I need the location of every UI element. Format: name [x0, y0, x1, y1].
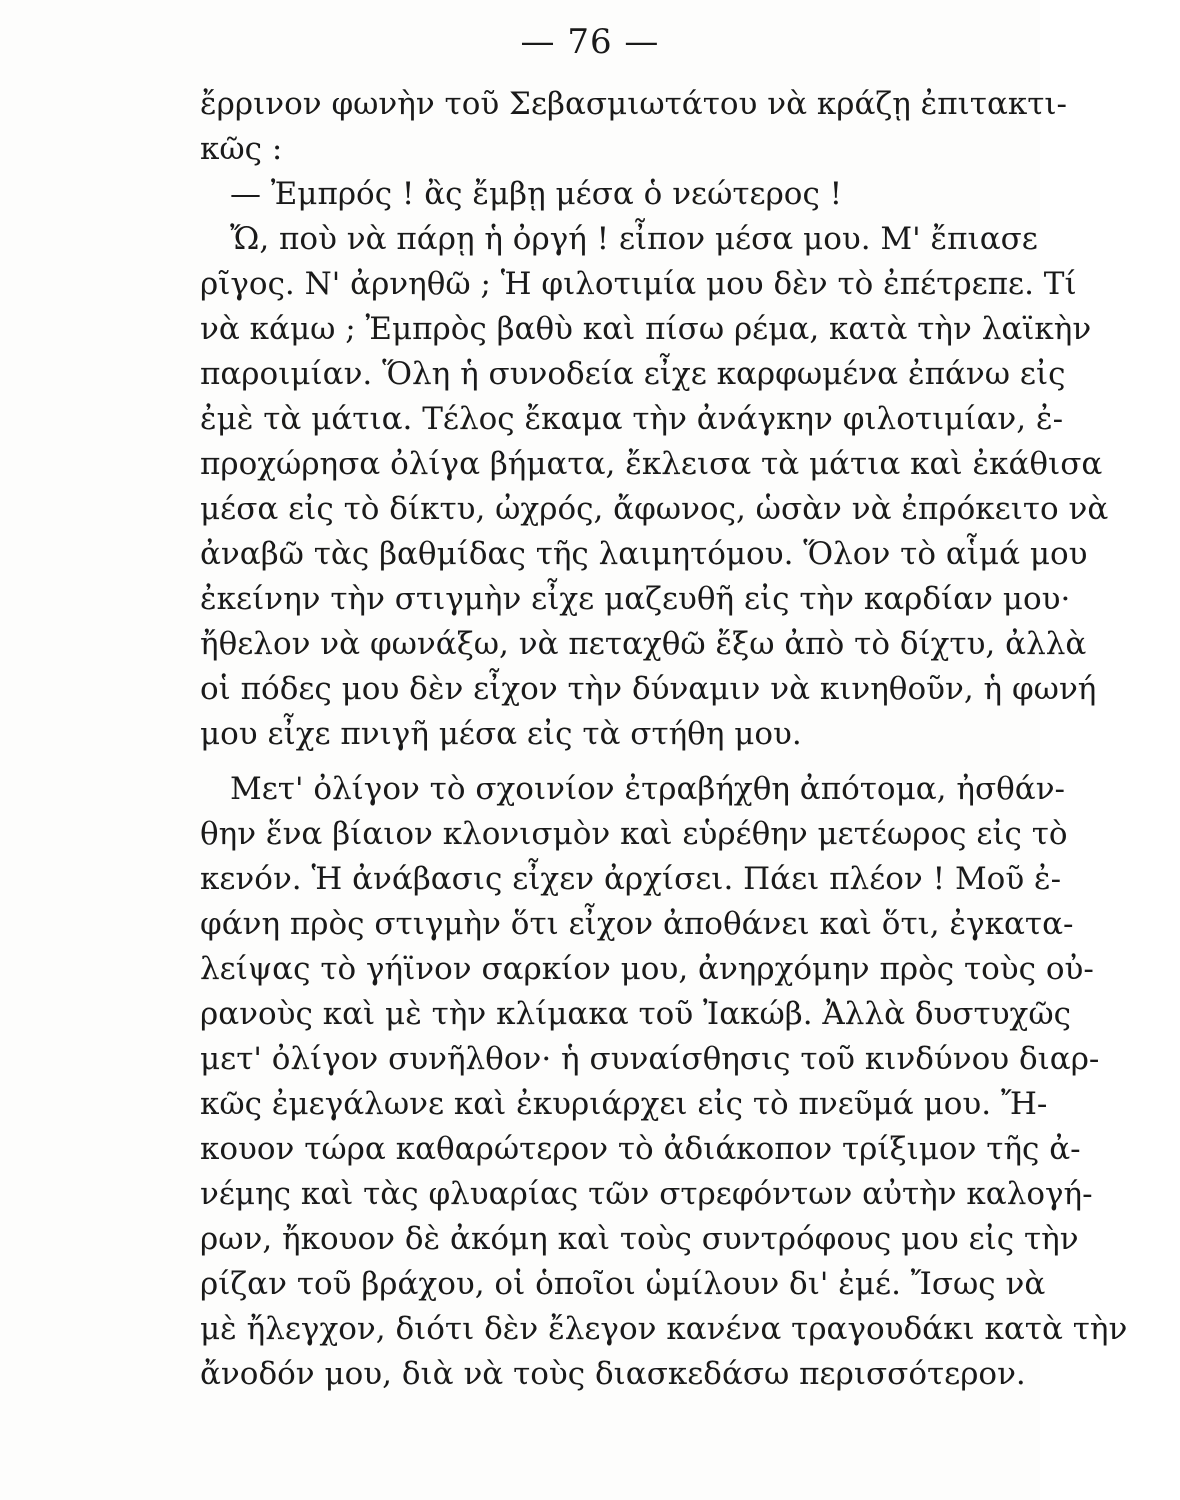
page-number: — 76 — — [520, 22, 660, 62]
text-line: ἀναβῶ τὰς βαθμίδας τῆς λαιμητόμου. Ὅλον τὸ αἷμά μου — [200, 536, 1088, 572]
text-line: κῶς : — [200, 131, 283, 167]
text-line: ρίζαν τοῦ βράχου, οἱ ὁποῖοι ὡμίλουν δι' ἐμέ. Ἴσως νὰ — [200, 1266, 1046, 1302]
text-line: ἐμὲ τὰ μάτια. Τέλος ἔκαμα τὴν ἀνάγκην φιλοτιμίαν, ἐ- — [200, 401, 1064, 437]
body-text — [200, 82, 1128, 1397]
text-line: ἄνοδόν μου, διὰ νὰ τοὺς διασκεδάσω περισσότερον. — [200, 1356, 1026, 1392]
text-line: μὲ ἤλεγχον, διότι δὲν ἔλεγον κανένα τραγουδάκι κατὰ τὴν — [200, 1311, 1128, 1347]
paragraph-gap — [200, 757, 1020, 767]
dialogue-line: — Ἐμπρός ! ἂς ἔμβῃ μέσα ὁ νεώτερος ! — [230, 176, 843, 212]
text-line: λείψας τὸ γήϊνον σαρκίον μου, ἀνηρχόμην πρὸς τοὺς οὐ- — [200, 951, 1094, 987]
text-line: μέσα εἰς τὸ δίκτυ, ὠχρός, ἄφωνος, ὡσὰν νὰ ἐπρόκειτο νὰ — [200, 491, 1109, 527]
text-line: νὰ κάμω ; Ἐμπρὸς βαθὺ καὶ πίσω ρέμα, κατὰ τὴν λαϊκὴν — [200, 311, 1092, 347]
text-line: κενόν. Ἡ ἀνάβασις εἶχεν ἀρχίσει. Πάει πλέον ! Μοῦ ἐ- — [200, 861, 1062, 897]
text-line: Ὤ, ποὺ νὰ πάρῃ ἡ ὀργή ! εἶπον μέσα μου. Μ' ἔπιασε — [230, 221, 1038, 257]
text-line: οἱ πόδες μου δὲν εἶχον τὴν δύναμιν νὰ κινηθοῦν, ἡ φωνή — [200, 671, 1097, 707]
text-line: προχώρησα ὀλίγα βήματα, ἔκλεισα τὰ μάτια καὶ ἐκάθισα — [200, 446, 1103, 482]
text-line: μετ' ὀλίγον συνῆλθον· ἡ συναίσθησις τοῦ κινδύνου διαρ- — [200, 1041, 1100, 1077]
text-line: ρων, ἤκουον δὲ ἀκόμη καὶ τοὺς συντρόφους μου εἰς τὴν — [200, 1221, 1079, 1257]
text-line: παροιμίαν. Ὅλη ἡ συνοδεία εἶχε καρφωμένα ἐπάνω εἰς — [200, 356, 1066, 392]
text-line: νέμης καὶ τὰς φλυαρίας τῶν στρεφόντων αὐτὴν καλογή- — [200, 1176, 1093, 1212]
text-line: Μετ' ὀλίγον τὸ σχοινίον ἐτραβήχθη ἀπότομα, ἠσθάν- — [230, 771, 1066, 807]
text-line: ἔρρινον φωνὴν τοῦ Σεβασμιωτάτου νὰ κράζῃ ἐπιτακτι- — [200, 86, 1068, 122]
text-line: ἐκείνην τὴν στιγμὴν εἶχε μαζευθῆ εἰς τὴν καρδίαν μου· — [200, 581, 1071, 617]
text-line: φάνη πρὸς στιγμὴν ὅτι εἶχον ἀποθάνει καὶ ὅτι, ἐγκατα- — [200, 906, 1074, 942]
text-line: κῶς ἐμεγάλωνε καὶ ἐκυριάρχει εἰς τὸ πνεῦμά μου. Ἤ- — [200, 1086, 1048, 1122]
text-line: ρῖγος. Ν' ἀρνηθῶ ; Ἡ φιλοτιμία μου δὲν τὸ ἐπέτρεπε. Τί — [200, 266, 1077, 302]
text-line: θην ἕνα βίαιον κλονισμὸν καὶ εὑρέθην μετέωρος εἰς τὸ — [200, 816, 1068, 852]
text-line: ἤθελον νὰ φωνάξω, νὰ πεταχθῶ ἔξω ἀπὸ τὸ δίχτυ, ἀλλὰ — [200, 626, 1087, 662]
text-line: ρανοὺς καὶ μὲ τὴν κλίμακα τοῦ Ἰακώβ. Ἀλλὰ δυστυχῶς — [200, 996, 1071, 1032]
text-line: μου εἶχε πνιγῆ μέσα εἰς τὰ στήθη μου. — [200, 716, 802, 752]
text-line: κουον τώρα καθαρώτερον τὸ ἀδιάκοπον τρίξιμον τῆς ἀ- — [200, 1131, 1081, 1167]
